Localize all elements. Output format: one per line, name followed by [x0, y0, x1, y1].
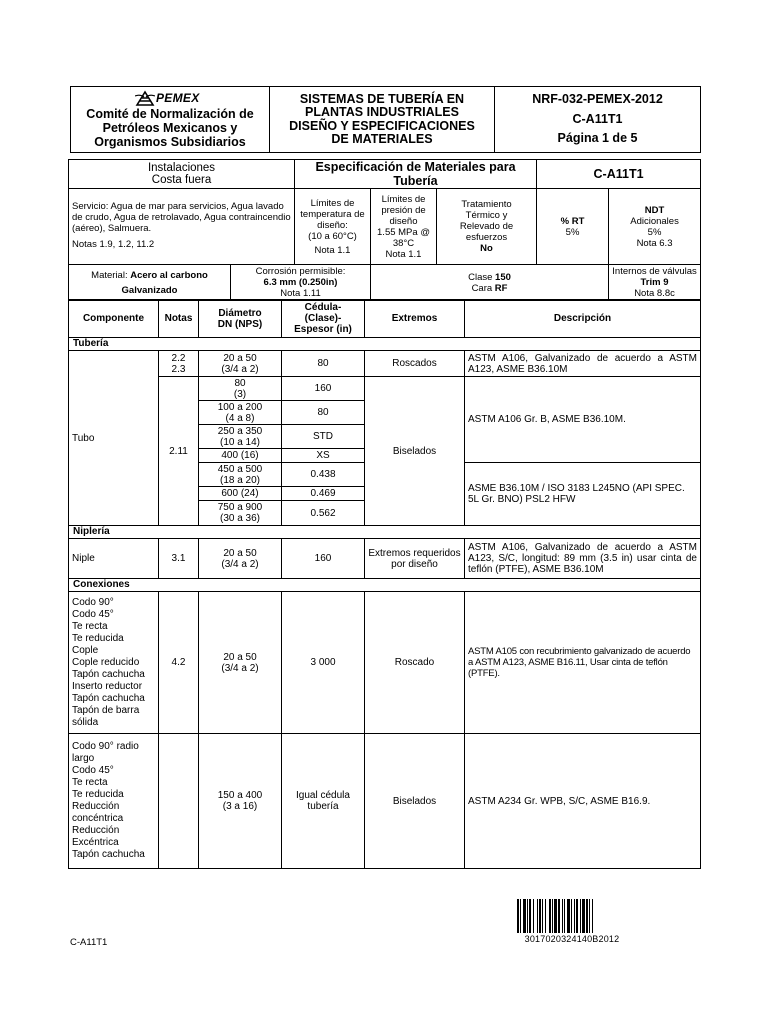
row-diameter: 400 (16) [199, 449, 282, 463]
section-conexiones: Conexiones [69, 579, 701, 592]
row-schedule: 160 [282, 539, 365, 579]
norm-number: NRF-032-PEMEX-2012 [532, 92, 663, 107]
col-notes: Notas [159, 300, 199, 338]
conexiones-components-2: Codo 90° radio largo Codo 45° Te recta Te reducida Reducción concéntrica Reducción Excéntrica Tapón cachucha [69, 734, 159, 869]
document-title: SISTEMAS DE TUBERÍA EN PLANTAS INDUSTRIALES DISEÑO Y ESPECIFICACIONES DE MATERIALES [270, 87, 495, 153]
barcode-bar [520, 899, 521, 933]
pressure-note: Nota 1.1 [385, 248, 422, 260]
valves-cell [609, 265, 701, 301]
row-schedule: 160 [282, 377, 365, 401]
niple-component: Niple [69, 539, 159, 579]
class-cell [371, 265, 609, 301]
row-description: ASTM A105 con recubrimiento galvanizado de acuerdo a ASTM A123, ASME B16.11, Usar cinta de teflón (PTFE). [465, 592, 701, 734]
row-notes [159, 734, 199, 869]
tubo-ends: Biselados [365, 377, 465, 526]
rt-cell [537, 189, 609, 265]
row-schedule: 0.562 [282, 501, 365, 526]
row-diameter: 20 a 50 (3/4 a 2) [199, 592, 282, 734]
ndt-note: Nota 6.3 [636, 237, 673, 249]
location-label: Instalaciones Costa fuera [147, 161, 216, 186]
tubo-notes: 2.11 [159, 377, 199, 526]
row-diameter: 250 a 350 (10 a 14) [199, 425, 282, 449]
pressure-cell [371, 189, 437, 265]
heat-treatment-value: No [480, 243, 493, 254]
tubo-description-a: ASTM A106 Gr. B, ASME B36.10M. [465, 377, 701, 463]
barcode-bar [580, 899, 581, 933]
class-value: 150 [495, 271, 511, 283]
row-schedule: 0.469 [282, 487, 365, 501]
row-diameter: 20 a 50 (3/4 a 2) [199, 539, 282, 579]
barcode-bar [576, 899, 578, 933]
barcode-bar [549, 899, 551, 933]
conexiones-components-1: Codo 90° Codo 45° Te recta Te reducida Cople Cople reducido Tapón cachucha Inserto reductor Tapón cachucha Tapón de barra sólida [69, 592, 159, 734]
document-header [70, 86, 701, 153]
heat-treatment-cell [437, 189, 537, 265]
location-cell [69, 160, 295, 189]
norm-cell [495, 87, 701, 153]
tubo-component: Tubo [69, 351, 159, 526]
pemex-logo [135, 89, 200, 107]
temperature-cell [295, 189, 371, 265]
rt-value: 5% [565, 226, 580, 238]
col-ends: Extremos [365, 300, 465, 338]
barcode-number: 3017020324140B2012 [524, 934, 620, 944]
class-label: Clase [468, 271, 493, 283]
row-diameter: 100 a 200 (4 a 8) [199, 401, 282, 425]
temperature-note: Nota 1.1 [314, 244, 351, 256]
section-tuberia: Tubería [69, 338, 701, 351]
barcode-bar [529, 899, 531, 933]
spec-code-cell: C-A11T1 [537, 160, 701, 189]
service-cell [69, 189, 295, 265]
row-diameter: 80 (3) [199, 377, 282, 401]
col-schedule: Cédula- (Clase)- Espesor (in) [282, 300, 365, 338]
table-row [69, 592, 701, 734]
barcode-bar [571, 899, 572, 933]
barcode-bar [533, 899, 534, 933]
row-diameter: 450 a 500 (18 a 20) [199, 463, 282, 487]
barcode-bar [586, 899, 588, 933]
row-diameter: 750 a 900 (30 a 36) [199, 501, 282, 526]
row-ends: Roscados [365, 351, 465, 377]
barcode-bar [527, 899, 528, 933]
table-row [69, 734, 701, 869]
barcode-bar [589, 899, 590, 933]
barcode-bar [574, 899, 575, 933]
rt-label: % RT [560, 215, 585, 227]
row-description: ASTM A106, Galvanizado de acuerdo a ASTM A123, S/C, longitud: 89 mm (3.5 in) usar cinta de teflón (PTFE), ASME B36.10M [465, 539, 701, 579]
row-notes: 2.2 2.3 [159, 351, 199, 377]
corrosion-label: Corrosión permisible: [255, 266, 346, 277]
heat-treatment-label: Tratamiento Térmico y Relevado de esfuerzos [459, 199, 514, 243]
table-row [69, 351, 701, 377]
barcode-bar [562, 899, 563, 933]
barcode-bar [539, 899, 541, 933]
row-ends: Roscado [365, 592, 465, 734]
col-component: Componente [69, 300, 159, 338]
service-description: Servicio: Agua de mar para servicios, Agua lavado de crudo, Agua de retrolavado, Agua contraincendio (aéreo), Salmuera. [72, 201, 291, 234]
barcode-bar [542, 899, 543, 933]
barcode-bar [552, 899, 553, 933]
row-description: ASTM A106, Galvanizado de acuerdo a ASTM A123, ASME B36.10M [465, 351, 701, 377]
page-number: Página 1 de 5 [557, 131, 638, 146]
pemex-eagle-icon [135, 90, 155, 107]
row-diameter: 600 (24) [199, 487, 282, 501]
row-diameter: 150 a 400 (3 a 16) [199, 734, 282, 869]
material-value: Acero al carbono [130, 269, 208, 281]
ndt-sub: Adicionales [630, 215, 679, 227]
ndt-value: 5% [647, 226, 662, 238]
row-diameter: 20 a 50 (3/4 a 2) [199, 351, 282, 377]
row-schedule: 3 000 [282, 592, 365, 734]
valves-note: Nota 8.8c [634, 288, 675, 299]
row-ends: Extremos requeridos por diseño [365, 539, 465, 579]
row-description: ASTM A234 Gr. WPB, S/C, ASME B16.9. [465, 734, 701, 869]
barcode-bar [564, 899, 565, 933]
ndt-cell [609, 189, 701, 265]
spec-info-table [68, 159, 701, 301]
row-schedule: 80 [282, 351, 365, 377]
col-diameter: Diámetro DN (NPS) [199, 300, 282, 338]
corrosion-note: Nota 1.11 [280, 288, 321, 299]
row-notes: 3.1 [159, 539, 199, 579]
footer-code: C-A11T1 [70, 937, 108, 948]
corrosion-cell [231, 265, 371, 301]
valves-label: Internos de válvulas [612, 266, 697, 277]
valves-value: Trim 9 [640, 277, 669, 288]
pemex-logo-text: PEMEX [156, 91, 200, 105]
face-value: RF [494, 282, 508, 294]
barcode-bar [558, 899, 560, 933]
row-schedule: XS [282, 449, 365, 463]
tubo-description-b: ASME B36.10M / ISO 3183 L245NO (API SPEC. 5L Gr. BNO) PSL2 HFW [465, 463, 701, 526]
barcode-image [516, 899, 628, 933]
row-ends: Biselados [365, 734, 465, 869]
service-notes: Notas 1.9, 1.2, 11.2 [72, 239, 155, 250]
col-description: Descripción [465, 300, 701, 338]
barcode-bar [582, 899, 585, 933]
ndt-label: NDT [644, 204, 665, 216]
barcode [516, 899, 628, 933]
pressure-limits: Límites de presión de diseño 1.55 MPa @ 38°C [377, 193, 430, 249]
barcode-bar [554, 899, 557, 933]
barcode-bar [592, 899, 593, 933]
barcode-bar [537, 899, 538, 933]
committee-cell [71, 87, 270, 153]
temperature-limits: Límites de temperatura de diseño: (10 a 60°C) [300, 197, 365, 242]
material-value-2: Galvanizado [121, 284, 178, 296]
barcode-bar [545, 899, 546, 933]
barcode-bar [517, 899, 519, 933]
spec-title: Especificación de Materiales para Tubería [295, 160, 537, 189]
committee-name: Comité de Normalización de Petróleos Mexicanos y Organismos Subsidiarios [86, 107, 254, 149]
face-label: Cara [471, 282, 493, 294]
material-label: Material: [91, 269, 128, 281]
corrosion-value: 6.3 mm (0.250in) [263, 277, 338, 288]
material-cell [69, 265, 231, 301]
row-schedule: STD [282, 425, 365, 449]
table-row [69, 377, 701, 401]
row-schedule: Igual cédula tubería [282, 734, 365, 869]
barcode-bar [523, 899, 526, 933]
components-table [68, 299, 701, 869]
barcode-bar [567, 899, 570, 933]
row-schedule: 80 [282, 401, 365, 425]
row-schedule: 0.438 [282, 463, 365, 487]
section-nipleria: Niplería [69, 526, 701, 539]
table-row [69, 539, 701, 579]
row-notes: 4.2 [159, 592, 199, 734]
spec-code: C-A11T1 [572, 111, 623, 126]
